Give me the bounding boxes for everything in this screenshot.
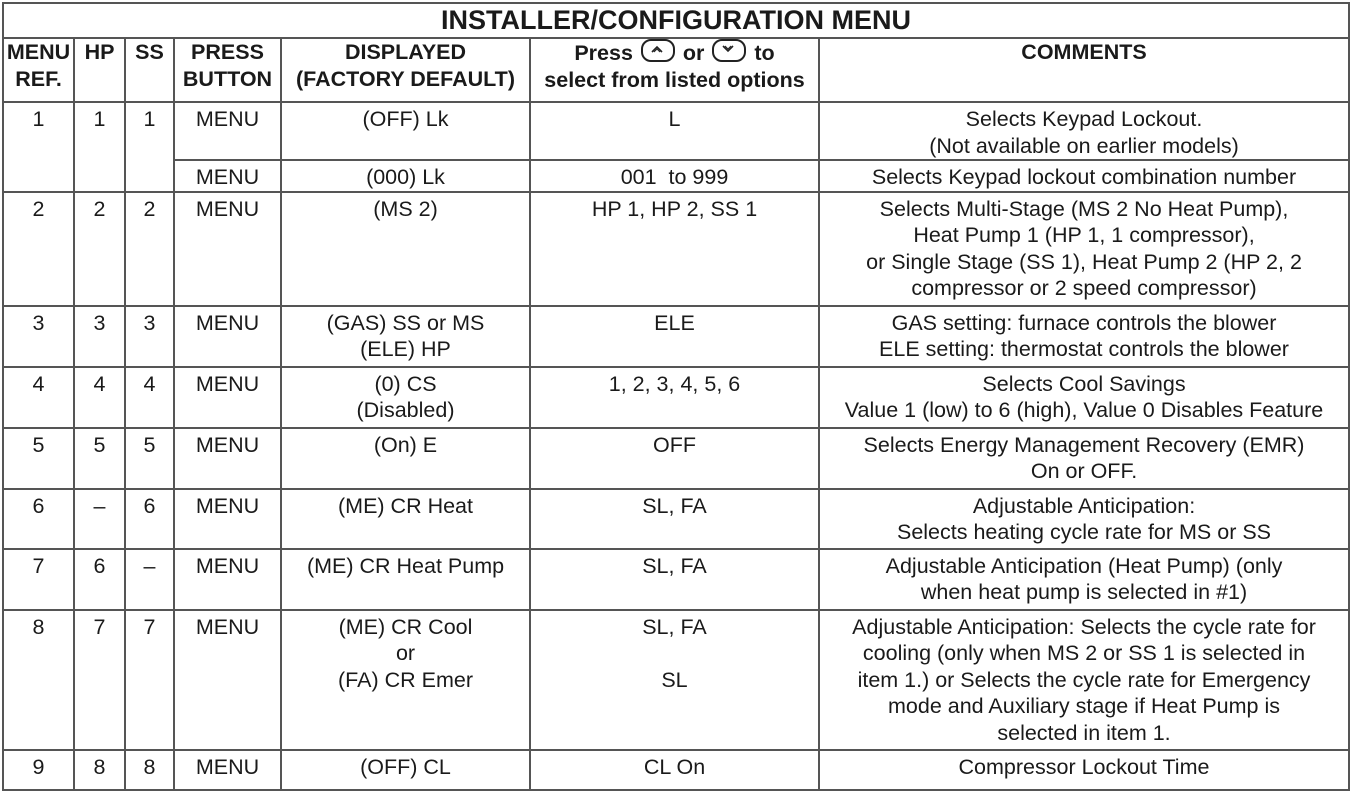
press-button-cell: MENU [174, 549, 281, 610]
comment-line: Adjustable Anticipation: [972, 493, 1196, 518]
displayed-cell [281, 750, 530, 790]
ss-cell: – [125, 549, 174, 610]
comments-cell [819, 750, 1349, 790]
comment-line: ELE setting: thermostat controls the blower [879, 337, 1289, 361]
header-comments: COMMENTS [819, 38, 1349, 102]
options-line [531, 640, 818, 667]
comments-cell [819, 610, 1349, 750]
displayed-line: (0) CS [374, 371, 437, 396]
options-cell [530, 610, 819, 750]
comment-line: (Not available on earlier models) [929, 133, 1239, 158]
table-title: INSTALLER/CONFIGURATION MENU [3, 3, 1349, 38]
comment-line: On or OFF. [1030, 459, 1138, 483]
displayed-line: (Disabled) [356, 398, 455, 422]
comments-cell [819, 428, 1349, 489]
options-cell [530, 306, 819, 367]
options-line: SL, FA [642, 614, 707, 639]
menu-ref-cell: 7 [3, 549, 74, 610]
comment-line: or Single Stage (SS 1), Heat Pump 2 (HP 2, 2 [866, 249, 1302, 274]
comment-line: Selects Keypad Lockout. [965, 107, 1203, 131]
displayed-cell [281, 160, 530, 192]
header-hp: HP [74, 38, 125, 102]
options-cell [530, 192, 819, 306]
header-select-to: to [754, 41, 775, 65]
comments-cell [819, 192, 1349, 306]
header-ss: SS [125, 38, 174, 102]
comments-cell [819, 160, 1349, 192]
table-row [3, 160, 1349, 192]
table-row [3, 549, 1349, 610]
comments-cell [819, 367, 1349, 428]
press-button-cell: MENU [174, 102, 281, 160]
comment-line: item 1.) or Selects the cycle rate for Emergency [857, 667, 1311, 692]
header-menu-ref [3, 38, 74, 102]
comment-line: selected in item 1. [997, 720, 1171, 745]
header-press-line1: PRESS [191, 40, 264, 64]
hp-cell: 8 [74, 750, 125, 790]
hp-cell: 7 [74, 610, 125, 750]
ss-cell: 4 [125, 367, 174, 428]
options-line: HP 1, HP 2, SS 1 [591, 196, 758, 221]
options-cell [530, 102, 819, 160]
header-select-line1 [531, 39, 818, 67]
press-button-cell: MENU [174, 428, 281, 489]
displayed-cell [281, 192, 530, 306]
header-displayed-line2: (FACTORY DEFAULT) [296, 66, 515, 91]
displayed-line: (000) Lk [366, 165, 445, 189]
options-line: 1, 2, 3, 4, 5, 6 [608, 371, 741, 396]
comment-line: Heat Pump 1 (HP 1, 1 compressor), [913, 223, 1255, 247]
comment-line: GAS setting: furnace controls the blower [891, 310, 1277, 335]
displayed-line: (On) E [373, 432, 438, 457]
hp-cell: – [74, 489, 125, 549]
press-button-cell: MENU [174, 489, 281, 549]
down-arrow-button-icon [712, 39, 746, 62]
ss-cell: 1 [125, 102, 174, 192]
displayed-cell [281, 428, 530, 489]
displayed-cell [281, 489, 530, 549]
ss-cell: 2 [125, 192, 174, 306]
comment-line: mode and Auxiliary stage if Heat Pump is [888, 694, 1280, 718]
comments-cell [819, 549, 1349, 610]
menu-ref-cell: 9 [3, 750, 74, 790]
displayed-line: or [395, 641, 416, 665]
header-displayed [281, 38, 530, 102]
press-button-cell: MENU [174, 192, 281, 306]
press-button-cell: MENU [174, 367, 281, 428]
header-row [3, 38, 1349, 102]
comment-line: Adjustable Anticipation: Selects the cycle rate for [852, 614, 1316, 639]
ss-cell: 7 [125, 610, 174, 750]
menu-ref-cell: 3 [3, 306, 74, 367]
comment-line: Adjustable Anticipation (Heat Pump) (only [885, 553, 1283, 578]
comments-cell [819, 306, 1349, 367]
displayed-line: (ME) CR Heat [338, 493, 473, 518]
options-line: SL, FA [642, 553, 707, 578]
comment-line: Selects Cool Savings [982, 371, 1186, 396]
menu-ref-cell: 1 [3, 102, 74, 192]
comment-line: when heat pump is selected in #1) [920, 580, 1248, 604]
table-row [3, 192, 1349, 306]
hp-cell: 3 [74, 306, 125, 367]
header-press-button [174, 38, 281, 102]
table-row [3, 428, 1349, 489]
displayed-cell [281, 549, 530, 610]
ss-cell: 5 [125, 428, 174, 489]
comment-line: cooling (only when MS 2 or SS 1 is selected in [862, 641, 1306, 665]
ss-cell: 8 [125, 750, 174, 790]
displayed-line: (ME) CR Cool [338, 614, 473, 639]
header-select-prefix: Press [574, 41, 633, 65]
table-row [3, 306, 1349, 367]
displayed-cell [281, 367, 530, 428]
ss-cell: 6 [125, 489, 174, 549]
comment-line: Selects Energy Management Recovery (EMR) [863, 432, 1305, 457]
options-line: 001 to 999 [620, 165, 729, 189]
options-line: CL On [643, 754, 706, 779]
comment-line: Selects Multi-Stage (MS 2 No Heat Pump), [879, 196, 1289, 221]
header-menu-ref-line1: MENU [6, 40, 71, 64]
options-line: SL [661, 667, 688, 692]
table-row [3, 367, 1349, 428]
header-menu-ref-line2: REF. [15, 66, 62, 91]
options-cell [530, 489, 819, 549]
press-button-cell: MENU [174, 306, 281, 367]
table-row [3, 610, 1349, 750]
displayed-line: (GAS) SS or MS [326, 310, 485, 335]
displayed-line: (ELE) HP [360, 337, 451, 361]
displayed-line: (ME) CR Heat Pump [306, 553, 505, 578]
options-line: SL, FA [642, 493, 707, 518]
displayed-cell [281, 306, 530, 367]
installer-configuration-menu-table [2, 2, 1350, 791]
hp-cell: 6 [74, 549, 125, 610]
comment-line: Selects Keypad lockout combination number [871, 165, 1297, 189]
displayed-line: (MS 2) [373, 196, 438, 221]
header-select-line2: select from listed options [544, 67, 805, 92]
header-displayed-line1: DISPLAYED [344, 40, 467, 64]
menu-ref-cell: 4 [3, 367, 74, 428]
options-cell [530, 750, 819, 790]
displayed-line: (OFF) Lk [362, 107, 449, 131]
options-cell [530, 160, 819, 192]
comment-line: Compressor Lockout Time [958, 754, 1210, 779]
comments-cell [819, 489, 1349, 549]
comment-line: Selects heating cycle rate for MS or SS [896, 520, 1272, 544]
comments-cell [819, 102, 1349, 160]
options-cell [530, 428, 819, 489]
options-cell [530, 549, 819, 610]
menu-ref-cell: 5 [3, 428, 74, 489]
header-press-line2: BUTTON [182, 66, 273, 91]
menu-ref-cell: 2 [3, 192, 74, 306]
displayed-cell [281, 610, 530, 750]
displayed-cell [281, 102, 530, 160]
comment-line: Value 1 (low) to 6 (high), Value 0 Disables Feature [844, 398, 1324, 422]
menu-ref-cell: 6 [3, 489, 74, 549]
hp-cell: 2 [74, 192, 125, 306]
press-button-cell: MENU [174, 160, 281, 192]
ss-cell: 3 [125, 306, 174, 367]
press-button-cell: MENU [174, 750, 281, 790]
title-row [3, 3, 1349, 38]
header-select-options [530, 38, 819, 102]
hp-cell: 1 [74, 102, 125, 192]
comment-line: compressor or 2 speed compressor) [911, 276, 1257, 300]
options-line: L [668, 107, 681, 131]
hp-cell: 4 [74, 367, 125, 428]
table-row [3, 750, 1349, 790]
displayed-line: (OFF) CL [360, 754, 451, 779]
options-line: ELE [654, 310, 695, 335]
options-cell [530, 367, 819, 428]
table-row [3, 489, 1349, 549]
options-line: OFF [653, 432, 696, 457]
displayed-line: (FA) CR Emer [338, 667, 473, 692]
header-select-or: or [682, 41, 705, 65]
menu-ref-cell: 8 [3, 610, 74, 750]
up-arrow-button-icon [641, 39, 675, 62]
hp-cell: 5 [74, 428, 125, 489]
press-button-cell: MENU [174, 610, 281, 750]
table-row [3, 102, 1349, 160]
